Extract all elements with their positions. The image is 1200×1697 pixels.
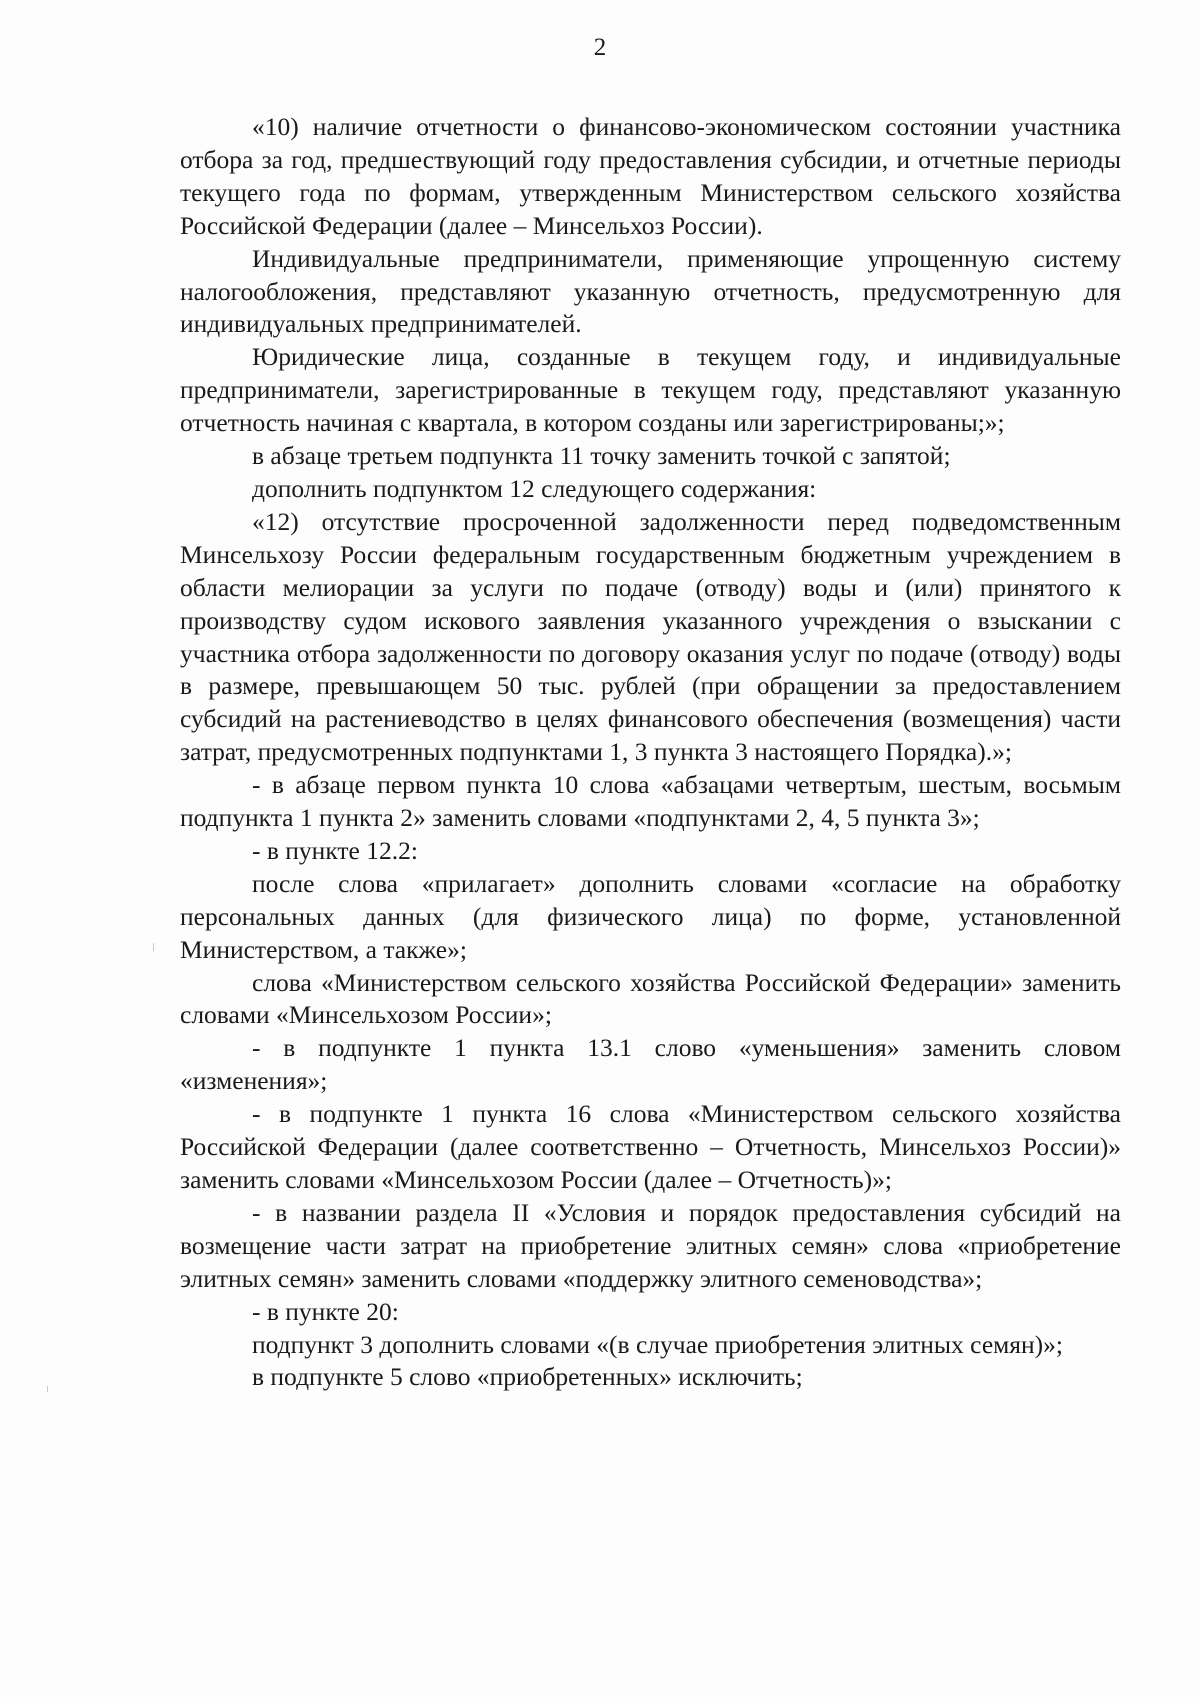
paragraph-item-10: «10) наличие отчетности о финансово-экономическом состоянии участника отбора за год, предшествующий году предоставления субсидии, и отчетные периоды текущего года по формам, утвержденным Министерством сельского хозяйства Российской Федерации (далее – Минсельхоз России). (180, 112, 1121, 240)
paragraph-subitem-5-amendment: в подпункте 5 слово «приобретенных» исключить; (252, 1362, 803, 1392)
paragraph-legal-entities: Юридические лица, созданные в текущем году, и индивидуальные предприниматели, зарегистрированные в текущем году, представляют указанную отчетность начиная с квартала, в котором созданы или зарегистрированы;»; (180, 342, 1121, 438)
paragraph-item-12: «12) отсутствие просроченной задолженности перед подведомственным Минсельхозу России федеральным государственным бюджетным учреждением в области мелиорации за услуги по подаче (отводу) воды и (или) принятого к производству судом искового заявления указанного учреждения о взыскании с участника отбора задолженности по договору оказания услуг по подаче (отводу) воды в размере, превышающем 50 тыс. рублей (при обращении за предоставлением субсидий на растениеводство в целях финансового обеспечения (возмещения) части затрат, предусмотренных подпунктами 1, 3 пункта 3 настоящего Порядка).»; (180, 506, 1121, 767)
paragraph-consent-amendment: после слова «прилагает» дополнить словами «согласие на обработку персональных данных (для физического лица) по форме, установленной Министерством, а также»; (180, 868, 1121, 964)
paragraph-individual-entrepreneurs: Индивидуальные предприниматели, применяющие упрощенную систему налогообложения, представляют указанную отчетность, предусмотренную для индивидуальных предпринимателей. (180, 243, 1121, 339)
document-body (180, 111, 1121, 1394)
scan-artifact-line (153, 943, 154, 951)
paragraph-amendment-item-16: - в подпункте 1 пункта 16 слова «Министерством сельского хозяйства Российской Федерации (далее соответственно – Отчетность, Минсельхоз России)» заменить словами «Минсельхозом России (далее – Отчетность)»; (180, 1099, 1121, 1194)
paragraph-amendment-item-10: - в абзаце первом пункта 10 слова «абзацами четвертым, шестым, восьмым подпункта 1 пункта 2» заменить словами «подпунктами 2, 4, 5 пункта 3»; (180, 770, 1121, 833)
paragraph-item-12-2-heading: - в пункте 12.2: (252, 835, 418, 865)
paragraph-amendment-subitem-11: в абзаце третьем подпункта 11 точку заменить точкой с запятой; (252, 441, 951, 471)
paragraph-subitem-3-amendment: подпункт 3 дополнить словами «(в случае приобретения элитных семян)»; (252, 1329, 1063, 1359)
paragraph-add-subitem-12: дополнить подпунктом 12 следующего содержания: (252, 473, 817, 503)
paragraph-amendment-item-13-1: - в подпункте 1 пункта 13.1 слово «уменьшения» заменить словом «изменения»; (180, 1033, 1121, 1096)
paragraph-ministry-words-amendment: слова «Министерством сельского хозяйства Российской Федерации» заменить словами «Минсельхозом России»; (180, 967, 1121, 1030)
scan-artifact-line (47, 1386, 48, 1392)
paragraph-section-ii-title-amendment: - в названии раздела II «Условия и порядок предоставления субсидий на возмещение части затрат на приобретение элитных семян» слова «приобретение элитных семян» заменить словами «поддержку элитного семеноводства»; (180, 1197, 1121, 1293)
page-number: 2 (593, 34, 607, 61)
paragraph-item-20-heading: - в пункте 20: (252, 1296, 399, 1326)
